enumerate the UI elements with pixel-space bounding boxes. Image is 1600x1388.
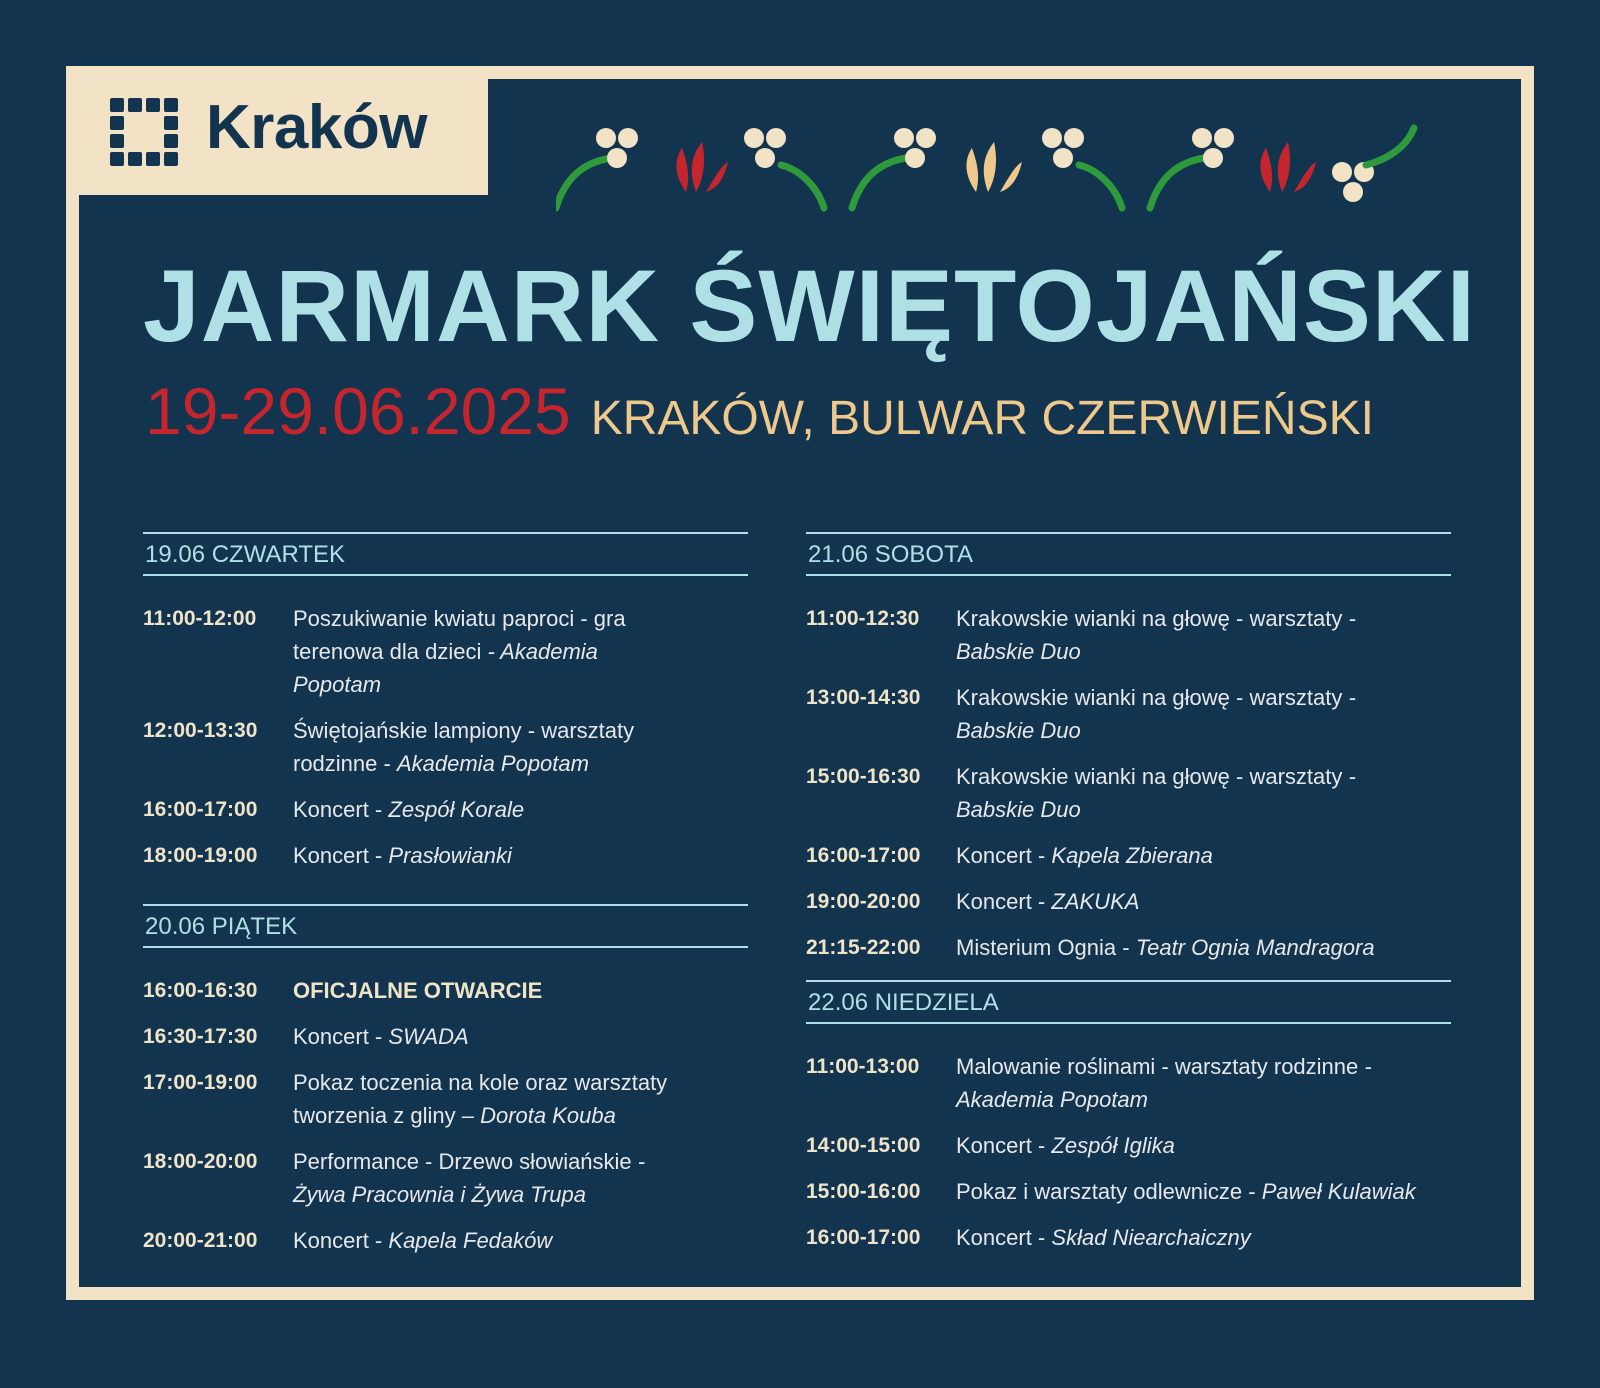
event-performer: Zespół Iglika (1051, 1133, 1175, 1158)
event-performer: ZAKUKA (1051, 889, 1140, 914)
day-header: 21.06 SOBOTA (806, 532, 1451, 576)
event-time: 11:00-12:00 (143, 607, 257, 630)
schedule-row (143, 1066, 748, 1132)
event-time: 14:00-15:00 (806, 1134, 921, 1157)
event-performer: Zespół Korale (388, 797, 525, 822)
event-performer: Dorota Kouba (480, 1103, 616, 1128)
event-title: JARMARK ŚWIĘTOJAŃSKI (143, 249, 1476, 363)
event-performer: - Babskie Duo (956, 606, 1356, 664)
event-performer: Paweł Kulawiak (1261, 1179, 1416, 1204)
day-header: 19.06 CZWARTEK (143, 532, 748, 576)
schedule-row (806, 885, 1451, 918)
event-activity: Malowanie roślinami - warsztaty rodzinne (956, 1054, 1359, 1079)
schedule-row (143, 974, 748, 1007)
schedule-row (143, 714, 748, 780)
event-performer: Kapela Fedaków (388, 1228, 553, 1253)
schedule-row (806, 931, 1451, 964)
event-performer: Skład Niearchaiczny (1051, 1225, 1251, 1250)
event-performer: SWADA (388, 1024, 469, 1049)
event-activity: Koncert - (956, 1133, 1046, 1158)
event-time: 19:00-20:00 (806, 890, 921, 913)
schedule-row (806, 1175, 1451, 1208)
schedule-row (806, 681, 1451, 747)
event-activity: Koncert - (293, 1228, 383, 1253)
event-time: 15:00-16:30 (806, 765, 921, 788)
day-schedule-piatek (143, 904, 748, 1270)
event-activity: Świętojańskie lampiony - warsztaty rodzinne - (293, 718, 635, 776)
event-performer: Teatr Ognia Mandragora (1135, 935, 1375, 960)
event-time: 16:00-17:00 (143, 798, 258, 821)
schedule-row (143, 793, 748, 826)
event-dates: 19-29.06.2025 (145, 374, 571, 448)
event-activity: Koncert - (293, 843, 383, 868)
event-time: 16:00-16:30 (143, 979, 258, 1002)
event-time: 21:15-22:00 (806, 936, 921, 959)
event-activity: Krakowskie wianki na głowę - warsztaty (956, 685, 1343, 710)
event-performer: Prasłowianki (388, 843, 512, 868)
event-activity: Poszukiwanie kwiatu paproci - gra terenowa dla dzieci (293, 606, 626, 664)
event-time: 12:00-13:30 (143, 719, 258, 742)
schedule-row (806, 1221, 1451, 1254)
event-performer: - Żywa Pracownia i Żywa Trupa (293, 1149, 646, 1207)
event-activity: Pokaz toczenia na kole oraz warsztaty tworzenia z gliny – (293, 1070, 668, 1128)
schedule-row (806, 760, 1451, 826)
event-time: 20:00-21:00 (143, 1229, 258, 1252)
event-performer: Kapela Zbierana (1051, 843, 1213, 868)
day-schedule-czwartek (143, 532, 748, 885)
schedule-row (806, 602, 1451, 668)
krakow-logo-icon (110, 98, 180, 166)
event-time: 18:00-19:00 (143, 844, 258, 867)
event-subtitle (145, 374, 1374, 448)
event-activity: Koncert - (956, 1225, 1046, 1250)
event-time: 16:00-17:00 (806, 1226, 921, 1249)
event-activity: Pokaz i warsztaty odlewnicze - (956, 1179, 1256, 1204)
event-activity: Koncert - (956, 889, 1046, 914)
event-activity: Krakowskie wianki na głowę - warsztaty (956, 606, 1343, 631)
event-activity: Koncert - (956, 843, 1046, 868)
schedule-row (143, 1145, 748, 1211)
event-performer: Akademia Popotam (396, 751, 589, 776)
schedule-row (143, 1224, 748, 1257)
folk-flower-ornament-icon (556, 120, 1456, 220)
schedule-row (806, 1050, 1451, 1116)
schedule-row (806, 1129, 1451, 1162)
day-header: 20.06 PIĄTEK (143, 904, 748, 948)
event-time: 11:00-12:30 (806, 607, 920, 630)
event-performer: - Akademia Popotam (956, 1054, 1372, 1112)
day-schedule-sobota (806, 532, 1451, 977)
event-time: 13:00-14:30 (806, 686, 921, 709)
logo-text: Kraków (206, 93, 427, 162)
event-activity: Krakowskie wianki na głowę - warsztaty (956, 764, 1343, 789)
event-activity: Koncert - (293, 797, 383, 822)
schedule-row (143, 1020, 748, 1053)
event-time: 17:00-19:00 (143, 1071, 258, 1094)
day-schedule-niedziela (806, 980, 1451, 1267)
event-place: KRAKÓW, BULWAR CZERWIEŃSKI (590, 392, 1374, 445)
schedule-row (143, 602, 748, 701)
event-performer: - Akademia Popotam (293, 639, 598, 697)
event-activity: Misterium Ognia - (956, 935, 1130, 960)
event-performer: - Babskie Duo (956, 764, 1356, 822)
logo-box (66, 66, 488, 195)
event-time: 15:00-16:00 (806, 1180, 921, 1203)
schedule-row (143, 839, 748, 872)
event-time: 18:00-20:00 (143, 1150, 258, 1173)
event-activity: OFICJALNE OTWARCIE (293, 978, 543, 1003)
day-header: 22.06 NIEDZIELA (806, 980, 1451, 1024)
event-performer: - Babskie Duo (956, 685, 1356, 743)
event-activity: Koncert - (293, 1024, 383, 1049)
event-time: 16:00-17:00 (806, 844, 921, 867)
event-time: 11:00-13:00 (806, 1055, 920, 1078)
event-time: 16:30-17:30 (143, 1025, 258, 1048)
schedule-row (806, 839, 1451, 872)
event-activity: Performance - Drzewo słowiańskie (293, 1149, 632, 1174)
